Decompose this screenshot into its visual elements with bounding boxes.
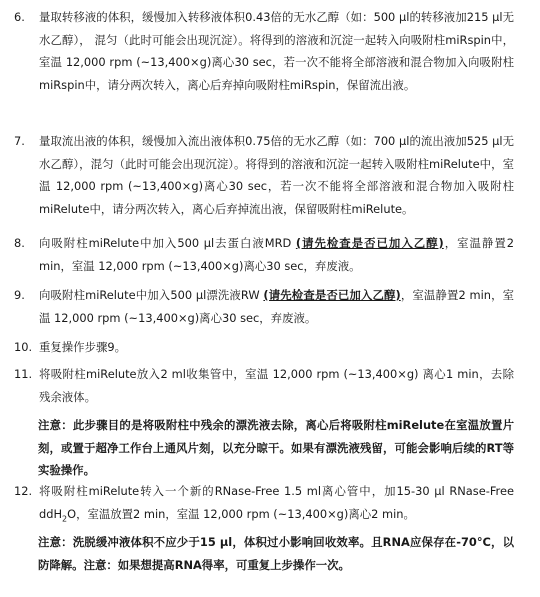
- step-number: 6.: [14, 10, 25, 24]
- step-text: 量取流出液的体积，缓慢加入流出液体积0.75倍的无水乙醇（如：700 µl的流出液加525 µl无水乙醇），混匀（此时可能会出现沉淀）。将得到的溶液和沉淀一起转入吸附柱miRelute中，室温 12,000 rpm (~13,400×g)离心30 sec，若一次不能将全部溶液和混合物加入吸附柱miRelute中，请分两次转入，离心后弃掉流出液，保留吸附柱miRelute。: [39, 134, 514, 216]
- step-text-pre: 向吸附柱miRelute中加入500 µl去蛋白液MRD: [39, 236, 296, 250]
- step-10: [14, 336, 514, 359]
- subscript: 2: [62, 513, 68, 523]
- step-text-post: ，室温静置2 min，室温 12,000 rpm (~13,400×g)离心30 sec，弃废液。: [39, 288, 514, 325]
- step-text: 将吸附柱miRelute放入2 ml收集管中，室温 12,000 rpm (~13,400×g) 离心1 min，去除残余液体。: [39, 367, 514, 404]
- step-number: 12.: [14, 484, 33, 498]
- step-8: [14, 232, 514, 277]
- step-number: 7.: [14, 134, 25, 148]
- step-text: [39, 284, 514, 329]
- step-number: 8.: [14, 236, 25, 250]
- note-dry-column: 注意：此步骤目的是将吸附柱中残余的漂洗液去除，离心后将吸附柱miRelute在室温放置片刻，或置于超净工作台上通风片刻，以充分晾干。如果有漂洗液残留，可能会影响后续的RT等实验操作。: [38, 418, 514, 477]
- step-12: [14, 480, 514, 525]
- note-elution-volume: 注意：洗脱缓冲液体积不应少于15 µl，体积过小影响回收效率。且RNA应保存在-70°C，以防降解。注意：如果想提高RNA得率，可重复上步操作一次。: [38, 535, 514, 572]
- step-11: [14, 363, 514, 408]
- step-text-post: O，室温放置2 min，室温 12,000 rpm (~13,400×g)离心2 min。: [67, 506, 415, 521]
- step-text: [39, 232, 514, 277]
- step-text: [39, 480, 514, 525]
- step-9: [14, 284, 514, 329]
- step-text-pre: 向吸附柱miRelute中加入500 µl漂洗液RW: [39, 288, 264, 302]
- warning-check-ethanol: (请先检查是否已加入乙醇): [263, 288, 401, 302]
- warning-check-ethanol: (请先检查是否已加入乙醇): [295, 236, 444, 250]
- step-text-pre: 将吸附柱miRelute转入一个新的RNase-Free 1.5 ml离心管中，加15-30 µl RNase-Free ddH: [39, 484, 514, 521]
- step-7: [14, 130, 514, 220]
- step-number: 9.: [14, 288, 25, 302]
- step-6: [14, 6, 514, 96]
- step-text-post: ，室温静置2 min，室温 12,000 rpm (~13,400×g)离心30 sec，弃废液。: [39, 236, 514, 273]
- step-text: 重复操作步骤9。: [39, 340, 126, 354]
- step-text: 量取转移液的体积，缓慢加入转移液体积0.43倍的无水乙醇（如：500 µl的转移液加215 µl无水乙醇）， 混匀（此时可能会出现沉淀）。将得到的溶液和沉淀一起转入向吸附柱miRspin中，室温 12,000 rpm (~13,400×g)离心30 sec，若一次不能将全部溶液和混合物加入向吸附柱miRspin中，请分两次转入，离心后弃掉向吸附柱miRspin，保留流出液。: [39, 10, 514, 92]
- step-number: 11.: [14, 367, 33, 381]
- step-number: 10.: [14, 340, 33, 354]
